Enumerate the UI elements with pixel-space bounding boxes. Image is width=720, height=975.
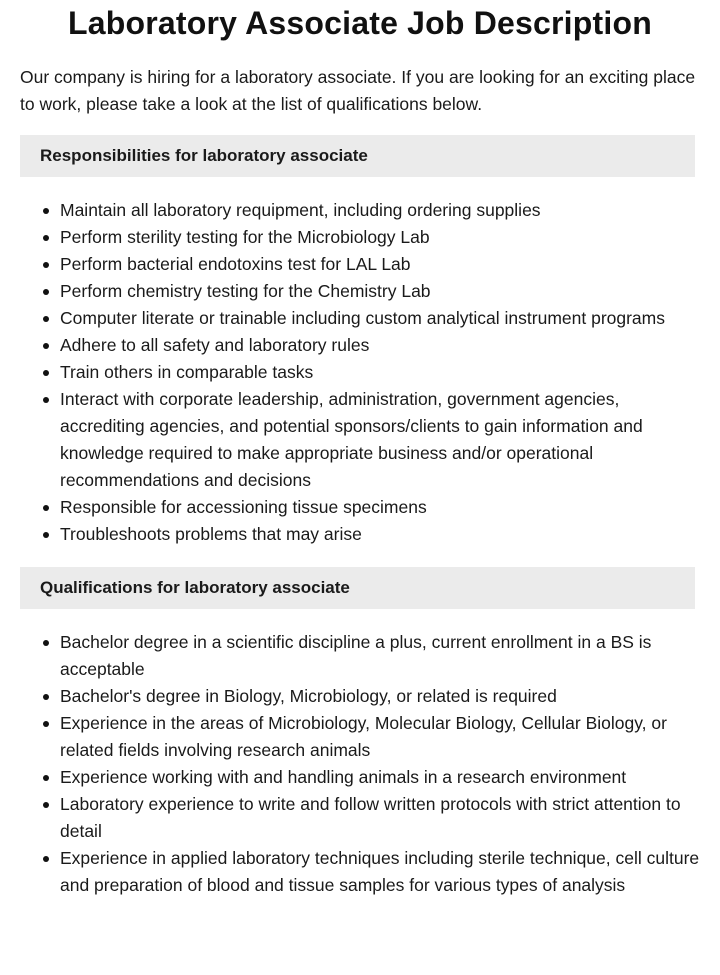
- bullet-icon: [43, 775, 49, 781]
- list-item: [60, 224, 700, 251]
- list-item-text: Computer literate or trainable including custom analytical instrument programs: [60, 308, 665, 328]
- list-item-text: Experience in the areas of Microbiology, Molecular Biology, Cellular Biology, or related fields involving research animals: [60, 713, 667, 760]
- qualifications-heading: Qualifications for laboratory associate: [20, 567, 695, 609]
- list-item-text: Laboratory experience to write and follow written protocols with strict attention to detail: [60, 794, 681, 841]
- list-item-text: Experience in applied laboratory techniques including sterile technique, cell culture and preparation of blood and tissue samples for various types of analysis: [60, 848, 700, 895]
- list-item: [60, 791, 700, 845]
- responsibilities-heading: Responsibilities for laboratory associate: [20, 135, 695, 177]
- bullet-icon: [43, 694, 49, 700]
- intro-paragraph: Our company is hiring for a laboratory associate. If you are looking for an exciting place to work, please take a look at the list of qualifications below.: [20, 67, 696, 114]
- list-item-text: Maintain all laboratory requipment, including ordering supplies: [60, 200, 541, 220]
- bullet-icon: [43, 235, 49, 241]
- list-item-text: Interact with corporate leadership, administration, government agencies, accrediting agencies, and potential sponsors/clients to gain information and knowledge required to make appropriate business and/or operational recommendations and decisions: [60, 389, 643, 490]
- list-item: [60, 305, 700, 332]
- list-item: [60, 710, 700, 764]
- list-item-text: Troubleshoots problems that may arise: [60, 524, 362, 544]
- list-item: [60, 845, 700, 899]
- list-item-text: Perform chemistry testing for the Chemistry Lab: [60, 281, 431, 301]
- list-item: [60, 386, 700, 494]
- bullet-icon: [43, 802, 49, 808]
- list-item-text: Experience working with and handling animals in a research environment: [60, 767, 627, 787]
- bullet-icon: [43, 289, 49, 295]
- list-item: [60, 629, 700, 683]
- list-item-text: Perform bacterial endotoxins test for LAL Lab: [60, 254, 411, 274]
- responsibilities-list: [20, 197, 700, 548]
- bullet-icon: [43, 208, 49, 214]
- list-item: [60, 197, 700, 224]
- page-title: Laboratory Associate Job Description: [68, 5, 652, 41]
- list-item-text: Bachelor degree in a scientific discipline a plus, current enrollment in a BS is acceptable: [60, 632, 652, 679]
- list-item-text: Bachelor's degree in Biology, Microbiology, or related is required: [60, 686, 557, 706]
- bullet-icon: [43, 721, 49, 727]
- list-item: [60, 278, 700, 305]
- qualifications-list: [20, 629, 700, 899]
- bullet-icon: [43, 856, 49, 862]
- list-item: [60, 764, 700, 791]
- list-item-text: Adhere to all safety and laboratory rules: [60, 335, 370, 355]
- list-item: [60, 332, 700, 359]
- bullet-icon: [43, 532, 49, 538]
- bullet-icon: [43, 343, 49, 349]
- list-item: [60, 683, 700, 710]
- bullet-icon: [43, 316, 49, 322]
- bullet-icon: [43, 262, 49, 268]
- list-item-text: Train others in comparable tasks: [60, 362, 314, 382]
- list-item: [60, 521, 700, 548]
- list-item: [60, 359, 700, 386]
- list-item: [60, 494, 700, 521]
- bullet-icon: [43, 370, 49, 376]
- bullet-icon: [43, 505, 49, 511]
- list-item-text: Perform sterility testing for the Microbiology Lab: [60, 227, 430, 247]
- bullet-icon: [43, 640, 49, 646]
- bullet-icon: [43, 397, 49, 403]
- list-item-text: Responsible for accessioning tissue specimens: [60, 497, 427, 517]
- list-item: [60, 251, 700, 278]
